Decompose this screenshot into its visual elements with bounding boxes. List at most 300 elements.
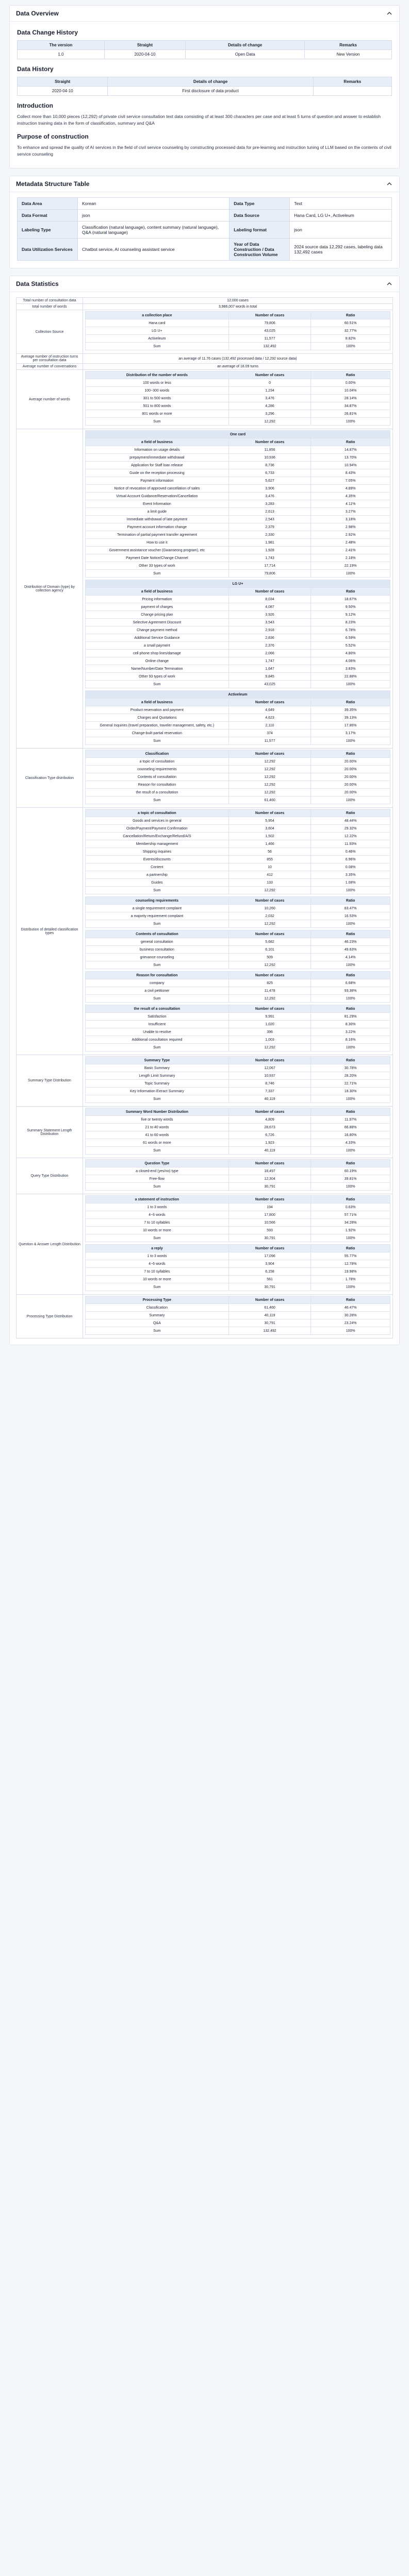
stats-label: Processing Type Distribution — [17, 1295, 83, 1338]
subtable-header — [86, 588, 390, 596]
subtable-cell: Change-built partial reservation — [86, 730, 229, 737]
subtable-cell: 28,673 — [228, 1124, 311, 1131]
subtable-cell: 22.71% — [311, 1080, 390, 1088]
table-row — [86, 650, 390, 657]
subtable-cell: Sum — [86, 570, 229, 578]
subtable-cell: 3.35% — [311, 871, 390, 879]
subtable-cell: 1,647 — [228, 665, 311, 673]
stats-subtable — [85, 430, 390, 578]
subtable-cell: 3,283 — [228, 500, 311, 508]
subtable-header — [86, 1160, 390, 1167]
change-history-cell: 1.0 — [18, 50, 105, 59]
subtable-cell: counseling requirements — [86, 766, 229, 773]
subtable-cell: 2,836 — [228, 634, 311, 642]
subtable-cell: 3,476 — [228, 493, 311, 500]
subtable-cell: 6,733 — [228, 469, 311, 477]
data-history-table — [17, 77, 392, 96]
subtable-cell: Cancellation/Return/Exchange/Refund/A/S — [86, 833, 229, 840]
subtable-cell: 12,292 — [228, 758, 311, 766]
table-row — [86, 1095, 390, 1103]
subtable-cell: 4~6 words — [86, 1211, 229, 1219]
table-row — [86, 1319, 390, 1327]
table-row — [86, 500, 390, 508]
subtable-header-cell: Reason for consultation — [86, 972, 229, 979]
subtable-cell: 19.98% — [311, 1268, 390, 1276]
subtable-cell: 2,376 — [228, 642, 311, 650]
subtable-cell: 100% — [311, 570, 390, 578]
subtable-cell: 30,791 — [228, 1234, 311, 1242]
table-row — [86, 1064, 390, 1072]
subtable-cell: 12,304 — [228, 1175, 311, 1183]
data-overview-header[interactable] — [10, 6, 399, 22]
table-row — [86, 1088, 390, 1095]
metadata-row — [18, 239, 392, 261]
table-row — [86, 946, 390, 954]
subtable-cell: Application for Staff loan release — [86, 462, 229, 469]
subtable-cell: 3,296 — [228, 410, 311, 418]
subtable-cell: 12.22% — [311, 833, 390, 840]
subtable-cell: company — [86, 979, 229, 987]
subtable-cell: 46.23% — [311, 938, 390, 946]
subtable-cell: a majority requirement complaint — [86, 912, 229, 920]
metadata-key: Labeling format — [230, 222, 290, 239]
subtable-cell: 9,845 — [228, 673, 311, 681]
subtable-header-cell: Number of cases — [228, 750, 311, 758]
purpose-text: To enhance and spread the quality of AI services in the field of civil service counseling by constructing processed data for pre-learning and instruction tuning of LLM based on the contents of civil service counseling — [17, 145, 391, 157]
stats-row — [17, 1055, 393, 1107]
subtable-cell: 79,806 — [228, 570, 311, 578]
metadata-value: 2024 source data 12,292 cases, labeling data 132,492 cases — [290, 239, 392, 261]
subtable-cell: 12.78% — [311, 1260, 390, 1268]
subtable-cell: a closed-end (yes/no) type — [86, 1167, 229, 1175]
table-row — [86, 327, 390, 335]
table-row — [86, 848, 390, 856]
subtable-header-cell: Ratio — [311, 897, 390, 905]
subtable-cell: Virtual Account Guidance/Reservation/Cancellation — [86, 493, 229, 500]
stats-value: 3,986,007 words in total — [83, 304, 393, 310]
subtable-header — [86, 1057, 390, 1064]
table-row — [86, 395, 390, 402]
stats-subtable — [85, 809, 390, 894]
subtable-cell: 4.33% — [311, 1139, 390, 1147]
data-statistics-header[interactable] — [10, 276, 399, 292]
subtable-cell: 26.81% — [311, 410, 390, 418]
subtable-header — [86, 438, 390, 446]
subtable-cell: Other 33 types of work — [86, 562, 229, 570]
subtable-cell: a limit guide — [86, 508, 229, 516]
subtable-cell: 3.22% — [311, 1028, 390, 1036]
subtable-cell: 30.78% — [311, 1064, 390, 1072]
subtable-cell: 32.77% — [311, 327, 390, 335]
table-row — [86, 626, 390, 634]
subtable-cell: 1,981 — [228, 539, 311, 547]
subtable-cell: Government assistance voucher (Gwanseong program), etc — [86, 547, 229, 554]
subtable-cell: 12,292 — [228, 773, 311, 781]
subtable-cell: 40,119 — [228, 1312, 311, 1319]
table-row — [86, 1147, 390, 1155]
subtable-cell: 100% — [311, 418, 390, 426]
subtable-header-cell: Number of cases — [228, 312, 311, 319]
table-row — [86, 1227, 390, 1234]
subtable-cell: 40,119 — [228, 1095, 311, 1103]
stats-row — [17, 298, 393, 304]
table-row — [86, 1268, 390, 1276]
subtable-cell: General Inquiries (travel preparation, traveler management, safety, etc.) — [86, 722, 229, 730]
subtable-cell: Content — [86, 863, 229, 871]
stats-label: Classification Type distribution — [17, 749, 83, 808]
table-row — [86, 1312, 390, 1319]
subtable-cell: 17,714 — [228, 562, 311, 570]
subtable-header-cell: Ratio — [311, 699, 390, 706]
subtable-header-cell: a collection place — [86, 312, 229, 319]
metadata-value: json — [78, 210, 230, 222]
subtable-cell: 2,066 — [228, 650, 311, 657]
subtable-cell: Contents of consultation — [86, 773, 229, 781]
stats-subtable — [85, 371, 390, 426]
subtable-cell: business consultation — [86, 946, 229, 954]
table-row — [86, 1167, 390, 1175]
subtable-cell: Free-flow — [86, 1175, 229, 1183]
metadata-value: Text — [290, 198, 392, 210]
subtable-cell: 28.20% — [311, 1072, 390, 1080]
subtable-header-cell: a statement of instruction — [86, 1196, 229, 1204]
change-history-header-cell: The version — [18, 41, 105, 50]
subtable-cell: 8,034 — [228, 596, 311, 603]
subtable-cell: a topic of consultation — [86, 758, 229, 766]
data-statistics-panel — [9, 276, 400, 1345]
subtable-cell: 22.19% — [311, 562, 390, 570]
metadata-row — [18, 198, 392, 210]
subtable-cell: 22.88% — [311, 673, 390, 681]
stats-row — [17, 1194, 393, 1295]
table-row — [86, 920, 390, 928]
stats-value — [83, 1295, 393, 1338]
subtable-cell: Sum — [86, 1044, 229, 1052]
stats-label: total number of words — [17, 304, 83, 310]
stats-label: Query Type Distribution — [17, 1158, 83, 1194]
subtable-cell: 20.00% — [311, 789, 390, 796]
stats-label: Average number of words — [17, 370, 83, 429]
subtable-cell: 100% — [311, 887, 390, 894]
subtable-cell: 6,726 — [228, 1131, 311, 1139]
metadata-value: Hana Card, LG U+, Activeleum — [290, 210, 392, 222]
table-row — [86, 796, 390, 804]
subtable-header-cell: Number of cases — [228, 438, 311, 446]
subtable-header — [86, 371, 390, 379]
subtable-cell: 12,292 — [228, 781, 311, 789]
subtable-cell: 48.44% — [311, 817, 390, 825]
subtable-banner — [86, 691, 390, 699]
subtable-cell: 1,743 — [228, 554, 311, 562]
subtable-cell: 12,067 — [228, 1064, 311, 1072]
subtable-cell: Summary — [86, 1312, 229, 1319]
stats-label: Average number of instruction turns per consultation data — [17, 354, 83, 364]
subtable-cell: 7 to 10 syllables — [86, 1268, 229, 1276]
table-row — [86, 454, 390, 462]
stats-row — [17, 370, 393, 429]
stats-label: Distribution of Domain (type) by collection agency — [17, 429, 83, 749]
subtable-cell: 100% — [311, 681, 390, 688]
table-row — [86, 773, 390, 781]
subtable-header-cell: Number of cases — [228, 1005, 311, 1013]
subtable-cell: a partnership — [86, 871, 229, 879]
subtable-cell: 100% — [311, 961, 390, 969]
subtable-cell: Sum — [86, 887, 229, 894]
subtable-cell: 100% — [311, 1283, 390, 1291]
table-row — [86, 1072, 390, 1080]
subtable-header-cell: Ratio — [311, 750, 390, 758]
subtable-header-cell: Number of cases — [228, 1160, 311, 1167]
subtable-cell: 9,991 — [228, 1013, 311, 1021]
subtable-header-cell: Processing Type — [86, 1296, 229, 1304]
banner-cell: Activeleum — [86, 691, 390, 699]
table-row — [86, 681, 390, 688]
subtable-cell: 1.92% — [311, 1227, 390, 1234]
table-row — [86, 1021, 390, 1028]
subtable-cell: 1,747 — [228, 657, 311, 665]
subtable-cell: 100% — [311, 920, 390, 928]
subtable-header-cell: Number of cases — [228, 1057, 311, 1064]
subtable-cell: 81.29% — [311, 1013, 390, 1021]
subtable-cell: 0.46% — [311, 848, 390, 856]
subtable-cell: LG U+ — [86, 327, 229, 335]
subtable-cell: 100 words or less — [86, 379, 229, 387]
subtable-cell: 501 to 800 words — [86, 402, 229, 410]
subtable-cell: 3.27% — [311, 508, 390, 516]
table-row — [86, 1175, 390, 1183]
stats-subtable — [85, 580, 390, 688]
subtable-header-cell: Summary Word Number Distribution — [86, 1108, 229, 1116]
chevron-up-icon[interactable] — [386, 10, 393, 17]
stats-value — [83, 1107, 393, 1158]
subtable-cell: 100% — [311, 1183, 390, 1191]
table-row — [86, 1260, 390, 1268]
table-row — [86, 706, 390, 714]
subtable-header — [86, 930, 390, 938]
subtable-cell: 100% — [311, 737, 390, 745]
subtable-cell: 7.05% — [311, 477, 390, 485]
metadata-row — [18, 222, 392, 239]
subtable-cell: 100% — [311, 796, 390, 804]
introduction-text: Collect more than 10,000 pieces (12,292) of private civil service consultation text data consisting of at least 300 characters per case and at least 5 turns of question and answer to establish instruction training data in the form of classification, summary and Q&A — [17, 114, 381, 126]
subtable-cell: 801 words or more — [86, 410, 229, 418]
table-row — [86, 531, 390, 539]
subtable-cell: 2,032 — [228, 912, 311, 920]
subtable-cell: 2.48% — [311, 539, 390, 547]
subtable-cell: 17,800 — [228, 1211, 311, 1219]
metadata-value: Chatbot service, AI counseling assistant service — [78, 239, 230, 261]
subtable-cell: 8.16% — [311, 1036, 390, 1044]
subtable-header-cell: a field of business — [86, 588, 229, 596]
subtable-cell: 100% — [311, 1327, 390, 1335]
subtable-header-cell: Distribution of the number of words — [86, 371, 229, 379]
table-row — [86, 493, 390, 500]
subtable-cell: 2.18% — [311, 554, 390, 562]
subtable-cell: Name/Number/Date Termination — [86, 665, 229, 673]
subtable-cell: 30.28% — [311, 1312, 390, 1319]
subtable-cell: 34.28% — [311, 1219, 390, 1227]
subtable-cell: 3.18% — [311, 516, 390, 523]
change-history-cell: New Version — [305, 50, 392, 59]
subtable-cell: grievance counseling — [86, 954, 229, 961]
subtable-cell: Topic Summary — [86, 1080, 229, 1088]
subtable-header-cell: Classification — [86, 750, 229, 758]
stats-value — [83, 1055, 393, 1107]
subtable-cell: 11.97% — [311, 1116, 390, 1124]
subtable-header — [86, 897, 390, 905]
stats-value — [83, 310, 393, 354]
stats-subtable — [85, 896, 390, 928]
subtable-cell: 61,460 — [228, 796, 311, 804]
data-overview-panel — [9, 5, 400, 168]
subtable-cell: 1,234 — [228, 387, 311, 395]
subtable-cell: Sum — [86, 1327, 229, 1335]
subtable-cell: 21 to 40 words — [86, 1124, 229, 1131]
subtable-cell: prepayment/immediate withdrawal — [86, 454, 229, 462]
table-row — [86, 402, 390, 410]
subtable-header-cell: Ratio — [311, 438, 390, 446]
subtable-cell: 0.08% — [311, 863, 390, 871]
table-row — [86, 1183, 390, 1191]
subtable-cell: a small payment — [86, 642, 229, 650]
banner-cell: LG U+ — [86, 580, 390, 588]
subtable-cell: cell phone shop lines/damage — [86, 650, 229, 657]
subtable-header-cell: Ratio — [311, 972, 390, 979]
table-row — [86, 737, 390, 745]
table-row — [86, 1304, 390, 1312]
subtable-cell: 6,158 — [228, 1268, 311, 1276]
table-row — [86, 758, 390, 766]
chevron-up-icon[interactable] — [386, 180, 393, 188]
table-row — [86, 1036, 390, 1044]
subtable-header-cell: Ratio — [311, 588, 390, 596]
subtable-header-cell: Ratio — [311, 1196, 390, 1204]
subtable-cell: 5,954 — [228, 817, 311, 825]
subtable-cell: 593 — [228, 1227, 311, 1234]
subtable-cell: Insufficient — [86, 1021, 229, 1028]
subtable-cell: 3.17% — [311, 730, 390, 737]
table-row — [86, 1211, 390, 1219]
subtable-cell: Change payment method — [86, 626, 229, 634]
subtable-cell: 39.81% — [311, 1175, 390, 1183]
table-row — [86, 954, 390, 961]
stats-label: Summary Statement Length Distribution — [17, 1107, 83, 1158]
metadata-header[interactable] — [10, 176, 399, 192]
table-row — [86, 410, 390, 418]
subtable-cell: How to use it — [86, 539, 229, 547]
table-row — [86, 714, 390, 722]
table-row — [18, 50, 392, 59]
subtable-cell: 4,087 — [228, 603, 311, 611]
metadata-key: Labeling Type — [18, 222, 78, 239]
table-row — [86, 856, 390, 863]
table-row — [86, 833, 390, 840]
table-row — [86, 387, 390, 395]
subtable-header-cell: a reply — [86, 1245, 229, 1252]
subtable-cell: Guide on the reception processing — [86, 469, 229, 477]
subtable-cell: Reason for consultation — [86, 781, 229, 789]
table-row — [86, 987, 390, 995]
subtable-header — [86, 1296, 390, 1304]
table-row — [86, 730, 390, 737]
subtable-header-cell: Ratio — [311, 1005, 390, 1013]
subtable-cell: 83.47% — [311, 905, 390, 912]
subtable-cell: Event Information — [86, 500, 229, 508]
table-row — [86, 570, 390, 578]
chevron-up-icon[interactable] — [386, 280, 393, 287]
table-row — [86, 863, 390, 871]
subtable-cell: 18,497 — [228, 1167, 311, 1175]
table-row — [86, 1131, 390, 1139]
subtable-cell: 20.00% — [311, 773, 390, 781]
subtable-header-cell: Number of cases — [228, 699, 311, 706]
subtable-cell: Unable to resolve — [86, 1028, 229, 1036]
subtable-cell: 10,937 — [228, 1072, 311, 1080]
subtable-cell: Sum — [86, 1283, 229, 1291]
subtable-header-cell: Number of cases — [228, 1296, 311, 1304]
subtable-cell: 1,928 — [228, 547, 311, 554]
subtable-cell: 8,746 — [228, 1080, 311, 1088]
table-row — [86, 1028, 390, 1036]
subtable-cell: 12,292 — [228, 995, 311, 1003]
subtable-header-cell: Number of cases — [228, 1245, 311, 1252]
metadata-key: Data Format — [18, 210, 78, 222]
metadata-value: Korean — [78, 198, 230, 210]
subtable-header-cell: a field of business — [86, 699, 229, 706]
subtable-cell: 30,791 — [228, 1319, 311, 1327]
subtable-cell: 3,906 — [228, 485, 311, 493]
table-row — [86, 789, 390, 796]
metadata-value: Classification (natural language), content summary (natural language), Q&A (natural language) — [78, 222, 230, 239]
subtable-cell: 93.38% — [311, 987, 390, 995]
change-history-table — [17, 40, 392, 59]
subtable-header-cell: Ratio — [311, 1245, 390, 1252]
stats-row — [17, 808, 393, 1055]
subtable-cell: 4.35% — [311, 493, 390, 500]
table-row — [86, 722, 390, 730]
stats-row — [17, 354, 393, 364]
table-row — [86, 343, 390, 350]
subtable-cell: 1,466 — [228, 840, 311, 848]
subtable-cell: Sum — [86, 1183, 229, 1191]
subtable-cell: 60.19% — [311, 1167, 390, 1175]
subtable-cell: 6,101 — [228, 946, 311, 954]
subtable-cell: 3,926 — [228, 611, 311, 619]
subtable-header — [86, 312, 390, 319]
subtable-header — [86, 972, 390, 979]
table-row — [86, 665, 390, 673]
data-history-cell: 2020-04-10 — [18, 87, 108, 96]
subtable-cell: 1.78% — [311, 1276, 390, 1283]
subtable-cell: 4.06% — [311, 657, 390, 665]
stats-subtable — [85, 311, 390, 350]
subtable-cell: 2.98% — [311, 523, 390, 531]
subtable-cell: 5.52% — [311, 642, 390, 650]
subtable-cell: 561 — [228, 1276, 311, 1283]
table-row — [86, 634, 390, 642]
subtable-cell: 11,577 — [228, 335, 311, 343]
table-row — [86, 335, 390, 343]
stats-label: Distribution of detailed classification types — [17, 808, 83, 1055]
subtable-header-cell: Number of cases — [228, 972, 311, 979]
table-row — [86, 603, 390, 611]
subtable-cell: 1 to 3 words — [86, 1252, 229, 1260]
stats-value — [83, 1158, 393, 1194]
stats-value — [83, 370, 393, 429]
stats-label: Summary Type Distribution — [17, 1055, 83, 1107]
subtable-cell: 43,025 — [228, 327, 311, 335]
stats-row — [17, 304, 393, 310]
